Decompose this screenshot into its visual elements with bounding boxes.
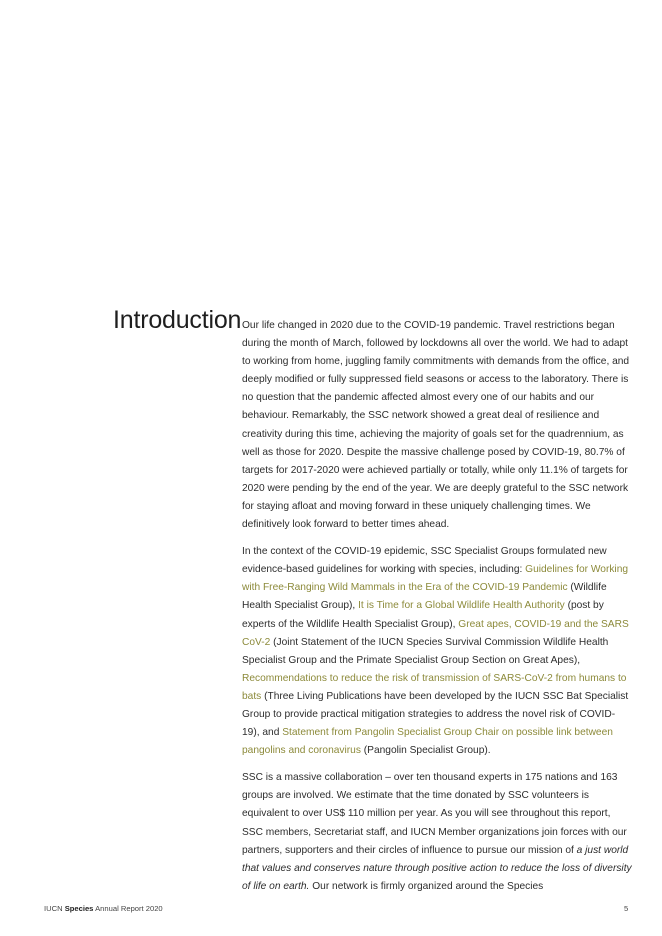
link-wild-mammals-guidelines[interactable]: Guidelines for Working with Free-Ranging Wild Mammals in the Era of the COVID-19 Pandemic [242, 564, 629, 594]
link-global-wildlife-health-authority[interactable]: It is Time for a Global Wildlife Health Authority [358, 600, 565, 612]
paragraph-3 [242, 769, 632, 896]
link-pangolin-statement[interactable]: Statement from Pangolin Specialist Group Chair on possible link between pangolins and coronavirus [242, 727, 613, 757]
footer-report: Annual Report 2020 [95, 904, 163, 913]
paragraph-1: Our life changed in 2020 due to the COVID-19 pandemic. Travel restrictions began during the month of March, followed by lockdowns all over the world. We had to adapt to working from home, juggling family commitments with demands from the office, and deeply modified or fully suppressed field seasons or access to the laboratory. There is no question that the pandemic affected almost every one of our habits and our behaviour. Remarkably, the SSC network showed a great deal of resilience and creativity during this time, achieving the majority of goals set for the quadrennium, as well as those for 2020. Despite the massive challenge posed by COVID-19, 80.7% of targets for 2017-2020 were achieved partially or totally, while only 11.1% of targets for 2020 were pending by the end of the year. We are deeply grateful to the SSC network for staying afloat and moving forward in these uniquely challenging times. We definitively look forward to better times ahead. [242, 320, 630, 531]
section-heading: Introduction [113, 306, 242, 334]
paragraph-2 [242, 543, 632, 760]
link-great-apes-covid[interactable]: Great apes, COVID-19 and the SARS CoV-2 [242, 618, 629, 648]
text-span: SSC is a massive collaboration – over ten thousand experts in 175 nations and 163 groups are involved. We estimate that the time donated by SSC volunteers is equivalent to over US$ 110 million per year. As you will see throughout this report, SSC members, Secretariat staff, and IUCN Member organizations join forces with our partners, supporters and their circles of influence to pursue our mission of [242, 772, 627, 856]
text-span: (Wildlife Health Specialist Group), [242, 582, 607, 612]
mission-statement: a just world that values and conserves nature through positive action to reduce the loss of diversity of life on earth. [242, 844, 632, 892]
body-text [242, 317, 632, 905]
text-span: (post by experts of the Wildlife Health Specialist Group), [242, 600, 604, 630]
text-span: Our network is firmly organized around the Species [309, 880, 544, 892]
text-span: (Three Living Publications have been developed by the IUCN SSC Bat Specialist Group to provide practical mitigation strategies to address the novel risk of COVID-19), and [242, 690, 629, 739]
text-span: In the context of the COVID-19 epidemic, SSC Specialist Groups formulated new evidence-based guidelines for working with species, including: [242, 546, 607, 576]
footer-species: Species [64, 904, 94, 913]
footer-title [44, 904, 163, 913]
footer-org: IUCN [44, 904, 63, 913]
text-span: (Joint Statement of the IUCN Species Survival Commission Wildlife Health Specialist Group and the Primate Specialist Group Section on Great Apes), [242, 636, 609, 666]
text-span: (Pangolin Specialist Group). [360, 745, 491, 757]
page-number: 5 [624, 904, 629, 913]
link-bat-recommendations[interactable]: Recommendations to reduce the risk of transmission of SARS-CoV-2 from humans to bats [242, 672, 627, 702]
